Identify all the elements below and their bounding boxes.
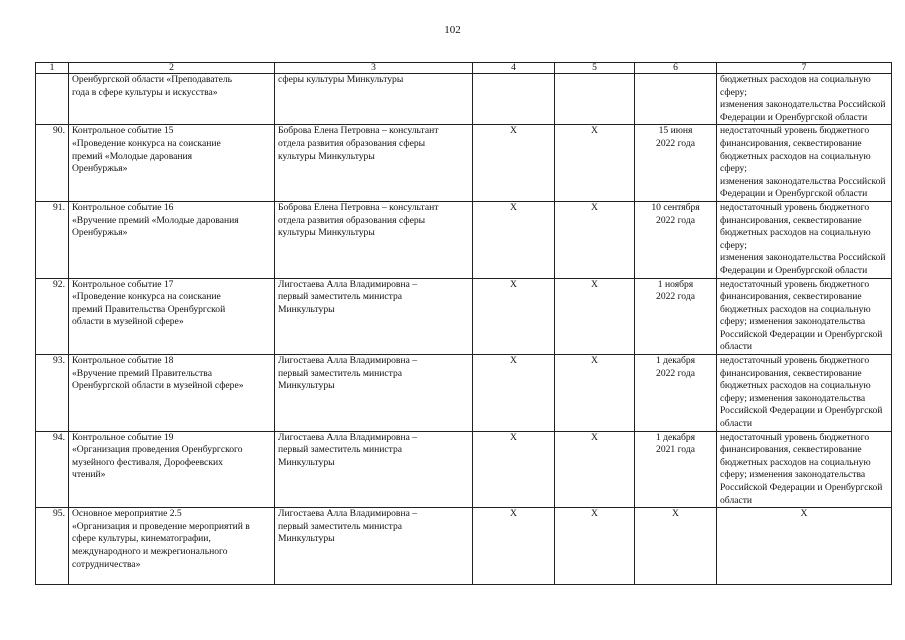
activities-table (35, 62, 892, 585)
table-row (36, 508, 892, 585)
risk-description: бюджетных расходов на социальную сферу; изменения законодательства Российской Федерации и Оренбургской области (717, 74, 892, 125)
risk-description: недостаточный уровень бюджетного финансирования, секвестирование бюджетных расходов на социальную сферу; изменения законодательства Российской Федерации и Оренбургской области (717, 278, 892, 355)
column-header: 3 (275, 63, 473, 74)
row-number: 94. (36, 431, 69, 508)
event-name: Контрольное событие 15 «Проведение конкурса на соискание премий «Молодые дарования Оренбуржья» (69, 125, 275, 202)
event-name: Основное мероприятие 2.5 «Организация и проведение мероприятий в сфере культуры, кинематографии, международного и межрегионального сотрудничества» (69, 508, 275, 585)
column-header: 4 (473, 63, 555, 74)
row-number: 90. (36, 125, 69, 202)
row-number: 92. (36, 278, 69, 355)
cell-col4: Х (473, 201, 555, 278)
column-header: 7 (717, 63, 892, 74)
risk-description: недостаточный уровень бюджетного финансирования, секвестирование бюджетных расходов на социальную сферу; изменения законодательства Российской Федерации и Оренбургской области (717, 431, 892, 508)
deadline-date: 10 сентября 2022 года (635, 201, 717, 278)
responsible-person: Лигостаева Алла Владимировна – первый заместитель министра Минкультуры (275, 431, 473, 508)
deadline-date: 1 декабря 2021 года (635, 431, 717, 508)
cell-col5: Х (555, 201, 635, 278)
responsible-person: Лигостаева Алла Владимировна – первый заместитель министра Минкультуры (275, 508, 473, 585)
deadline-date: Х (635, 508, 717, 585)
table-row (36, 355, 892, 432)
row-number (36, 74, 69, 125)
responsible-person: Боброва Елена Петровна – консультант отдела развития образования сферы культуры Минкультуры (275, 201, 473, 278)
cell-col4 (473, 74, 555, 125)
responsible-person: Лигостаева Алла Владимировна – первый заместитель министра Минкультуры (275, 278, 473, 355)
row-number: 93. (36, 355, 69, 432)
event-name: Контрольное событие 19 «Организация проведения Оренбургского музейного фестиваля, Дорофеевских чтений» (69, 431, 275, 508)
event-name: Контрольное событие 18 «Вручение премий Правительства Оренбургской области в музейной сфере» (69, 355, 275, 432)
cell-col4: Х (473, 431, 555, 508)
cell-col4: Х (473, 355, 555, 432)
cell-col4: Х (473, 508, 555, 585)
risk-description: недостаточный уровень бюджетного финансирования, секвестирование бюджетных расходов на социальную сферу; изменения законодательства Российской Федерации и Оренбургской области (717, 355, 892, 432)
cell-col5: Х (555, 431, 635, 508)
column-header: 2 (69, 63, 275, 74)
table-row (36, 125, 892, 202)
table-row (36, 74, 892, 125)
deadline-date: 1 декабря 2022 года (635, 355, 717, 432)
cell-col5 (555, 74, 635, 125)
column-header: 6 (635, 63, 717, 74)
deadline-date (635, 74, 717, 125)
cell-col5: Х (555, 278, 635, 355)
cell-col4: Х (473, 278, 555, 355)
event-name: Оренбургской области «Преподаватель года в сфере культуры и искусства» (69, 74, 275, 125)
deadline-date: 15 июня 2022 года (635, 125, 717, 202)
table-row (36, 201, 892, 278)
risk-description: недостаточный уровень бюджетного финансирования, секвестирование бюджетных расходов на социальную сферу; изменения законодательства Российской Федерации и Оренбургской области (717, 201, 892, 278)
cell-col5: Х (555, 125, 635, 202)
responsible-person: сферы культуры Минкультуры (275, 74, 473, 125)
event-name: Контрольное событие 17 «Проведение конкурса на соискание премий Правительства Оренбургской области в музейной сфере» (69, 278, 275, 355)
responsible-person: Боброва Елена Петровна – консультант отдела развития образования сферы культуры Минкультуры (275, 125, 473, 202)
header-row (36, 63, 892, 74)
column-header: 1 (36, 63, 69, 74)
column-header: 5 (555, 63, 635, 74)
cell-col4: Х (473, 125, 555, 202)
table-row (36, 278, 892, 355)
cell-col5: Х (555, 508, 635, 585)
responsible-person: Лигостаева Алла Владимировна – первый заместитель министра Минкультуры (275, 355, 473, 432)
row-number: 95. (36, 508, 69, 585)
table-row (36, 431, 892, 508)
page-number: 102 (444, 24, 461, 36)
risk-description: недостаточный уровень бюджетного финансирования, секвестирование бюджетных расходов на социальную сферу; изменения законодательства Российской Федерации и Оренбургской области (717, 125, 892, 202)
event-name: Контрольное событие 16 «Вручение премий «Молодые дарования Оренбуржья» (69, 201, 275, 278)
deadline-date: 1 ноября 2022 года (635, 278, 717, 355)
risk-description: Х (717, 508, 892, 585)
row-number: 91. (36, 201, 69, 278)
cell-col5: Х (555, 355, 635, 432)
